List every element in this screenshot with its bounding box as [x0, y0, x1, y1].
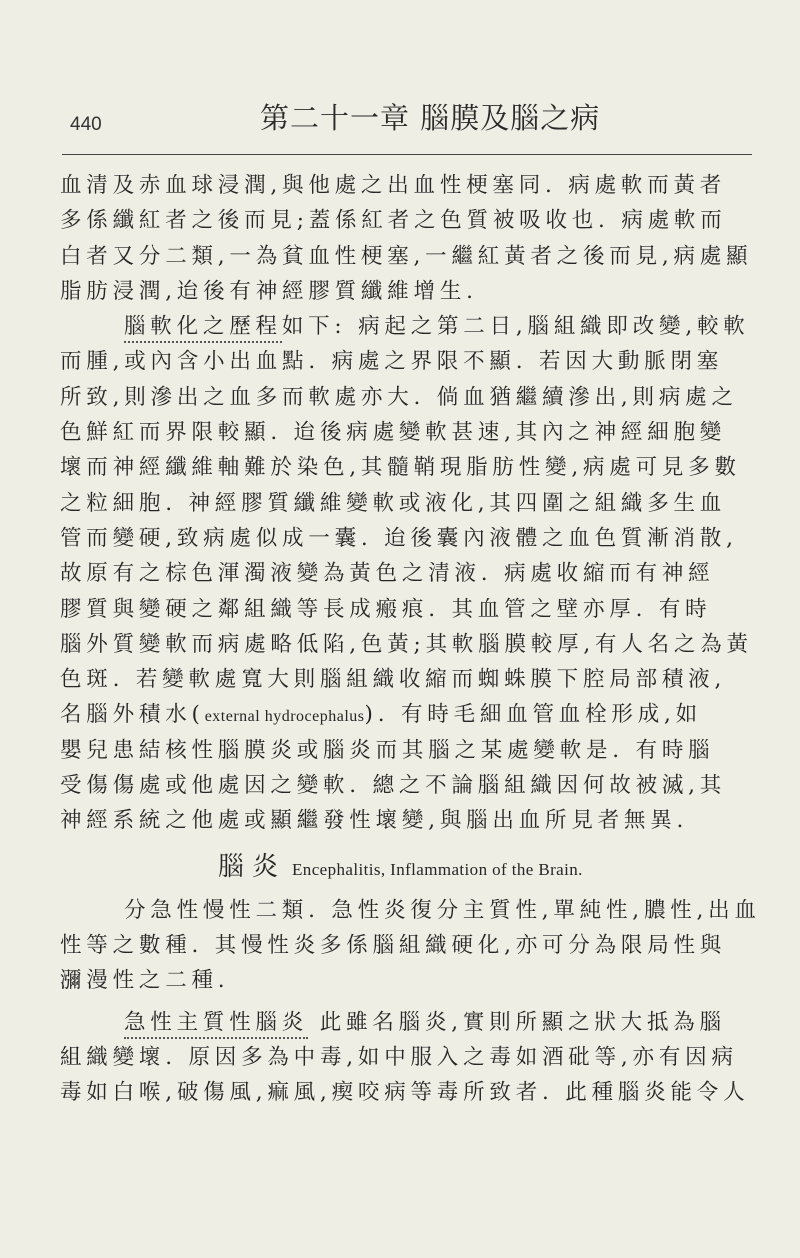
text-line: 之粒細胞. 神經膠質纖維變軟或液化,其四圍之組織多生血 — [60, 490, 727, 516]
text-line: 受傷傷處或他處因之變軟. 總之不論腦組織因何故被滅,其 — [60, 773, 727, 799]
text-line: 故原有之棕色渾濁液變為黃色之清液. 病處收縮而有神經 — [60, 561, 715, 587]
text-span: 名腦外積水( — [60, 702, 205, 728]
text-line: 組織變壞. 原因多為中毒,如中服入之毒如酒砒等,亦有因病 — [60, 1044, 738, 1070]
text-line: 嬰兒患結核性腦膜炎或腦炎而其腦之某處變軟是. 有時腦 — [60, 737, 715, 763]
text-line: 膠質與變硬之鄰組織等長成瘢痕. 其血管之壁亦厚. 有時 — [60, 596, 712, 622]
section-english-title: Encephalitis, Inflammation of the Brain. — [292, 859, 583, 879]
text-span: ). 有時毛細血管血栓形成,如 — [364, 702, 702, 728]
page-number: 440 — [70, 114, 102, 135]
paragraph-first-line: 分急性慢性二類. 急性炎復分主質性,單純性,膿性,出血 — [124, 897, 761, 923]
subheading-softening-process: 腦軟化之歷程 — [124, 313, 282, 343]
text-line: 白者又分二類,一為貧血性梗塞,一繼紅黃者之後而見,病處顯 — [60, 243, 753, 269]
header-rule — [62, 154, 752, 155]
text-line: 血清及赤血球浸潤,與他處之出血性梗塞同. 病處軟而黃者 — [60, 173, 727, 198]
text-line: 管而變硬,致病處似成一囊. 迨後囊內液體之血色質漸消散, — [60, 525, 738, 551]
text-line: 多係纖紅者之後而見;蓋係紅者之色質被吸收也. 病處軟而 — [60, 208, 727, 234]
text-line-external-hydrocephalus — [60, 697, 766, 732]
text-line: 而腫,或內含小出血點. 病處之界限不顯. 若因大動脈閉塞 — [60, 349, 724, 375]
paragraph-first-line — [60, 309, 766, 344]
text-line: 所致,則滲出之血多而軟處亦大. 倘血猶繼續滲出,則病處之 — [60, 384, 738, 410]
text-line: 神經系統之他處或顯繼發性壞變,與腦出血所見者無異. — [60, 808, 689, 834]
text-line: 毒如白喉,破傷風,痲風,瘈咬病等毒所致者. 此種腦炎能令人 — [60, 1080, 750, 1106]
paragraph-first-line — [60, 1005, 766, 1040]
page-header — [62, 96, 750, 142]
text-line: 瀰漫性之二種. — [60, 968, 230, 994]
text-line: 色鮮紅而界限較顯. 迨後病處變軟甚速,其內之神經細胞變 — [60, 420, 727, 446]
chapter-title: 第二十一章 腦膜及腦之病 — [260, 101, 601, 135]
text-line: 色斑. 若變軟處寬大則腦組織收縮而蜘蛛膜下腔局部積液, — [60, 667, 727, 693]
section-heading-encephalitis — [60, 843, 766, 891]
text-line: 壞而神經纖維軸難於染色,其髓鞘現脂肪性變,病處可見多數 — [60, 455, 741, 481]
page-body — [60, 168, 766, 1110]
text-line: 腦外質變軟而病處略低陷,色黃;其軟腦膜較厚,有人名之為黃 — [60, 631, 753, 657]
text-span: 此雖名腦炎,實則所顯之狀大抵為腦 — [308, 1009, 726, 1035]
text-line: 脂肪浸潤,迨後有神經膠質纖維增生. — [60, 278, 478, 304]
subheading-acute-parenchymatous: 急性主質性腦炎 — [124, 1009, 308, 1039]
latin-term: external hydrocephalus — [204, 708, 365, 726]
section-title: 腦炎 — [218, 851, 287, 882]
text-span: 如下: 病起之第二日,腦組織即改變,較軟 — [281, 314, 750, 340]
text-line: 性等之數種. 其慢性炎多係腦組織硬化,亦可分為限局性與 — [60, 932, 727, 958]
